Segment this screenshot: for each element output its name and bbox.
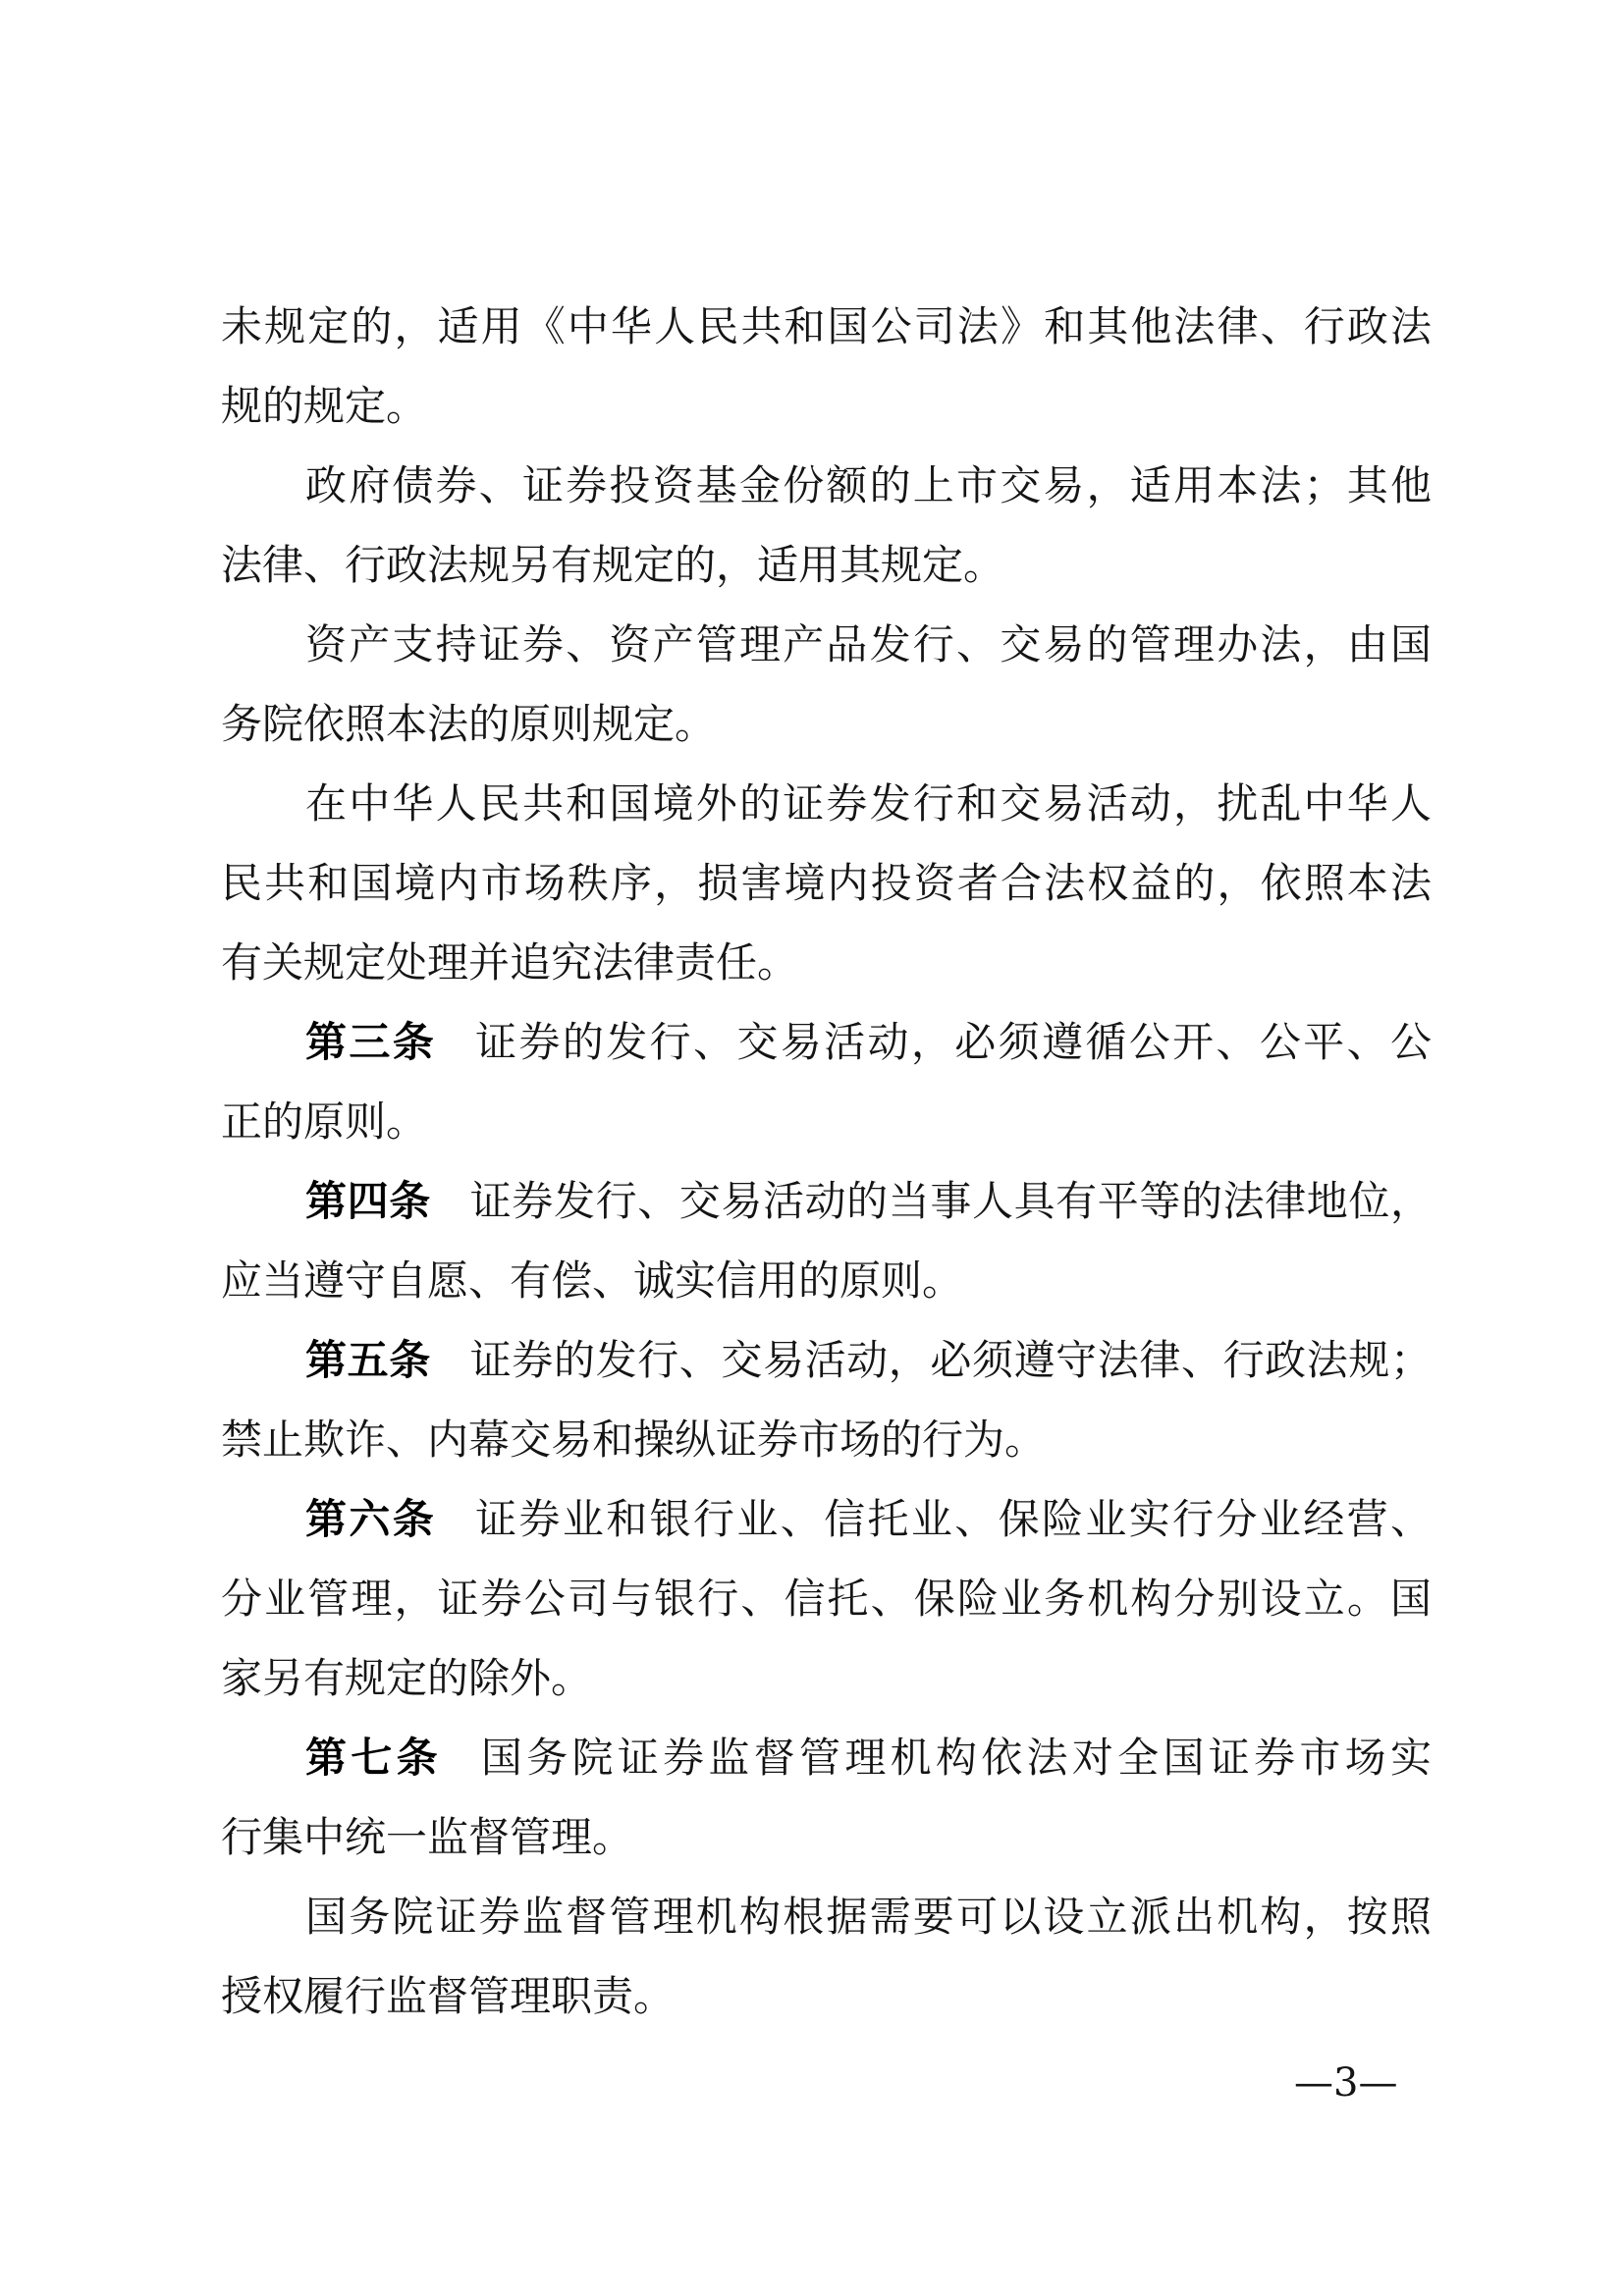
paragraph-line: 在中华人民共和国境外的证券发行和交易活动，扰乱中华人: [305, 779, 1432, 828]
paragraph-line: 规的规定。: [221, 382, 428, 430]
paragraph-line: 分业管理，证券公司与银行、信托、保险业务机构分别设立。国: [221, 1575, 1432, 1623]
paragraph-line: 家另有规定的除外。: [221, 1654, 593, 1702]
article-line: [221, 1320, 1432, 1400]
page-number: —3—: [1294, 2060, 1398, 2106]
paragraph-line: 未规定的，适用《中华人民共和国公司法》和其他法律、行政法: [221, 302, 1432, 350]
paragraph-line: 授权履行监督管理职责。: [221, 1972, 676, 2020]
paragraph-line: 禁止欺诈、内幕交易和操纵证券市场的行为。: [221, 1415, 1047, 1464]
article-paragraph: [221, 1002, 1432, 1161]
article-paragraph: [221, 1161, 1432, 1320]
article-text: 证券发行、交易活动的当事人具有平等的法律地位，: [469, 1177, 1432, 1225]
paragraph: [221, 446, 1432, 605]
article-text: 证券业和银行业、信托业、保险业实行分业经营、: [475, 1495, 1432, 1543]
article-line: [221, 1479, 1432, 1559]
paragraph-line: 务院依照本法的原则规定。: [221, 700, 717, 748]
article-paragraph: [221, 1320, 1432, 1479]
article-line: [221, 1718, 1432, 1797]
article-number: 第六条: [305, 1495, 437, 1543]
article-number: 第五条: [305, 1336, 431, 1384]
paragraph: [221, 764, 1432, 1002]
paragraph: [221, 605, 1432, 764]
paragraph-line: 资产支持证券、资产管理产品发行、交易的管理办法，由国: [305, 620, 1432, 668]
article-text: 证券的发行、交易活动，必须遵循公开、公平、公: [475, 1018, 1432, 1066]
paragraph-line: 法律、行政法规另有规定的，适用其规定。: [221, 541, 1005, 589]
paragraph-line: 有关规定处理并追究法律责任。: [221, 938, 799, 987]
article-paragraph: [221, 1479, 1432, 1718]
paragraph: [221, 287, 1432, 446]
paragraph: [221, 1877, 1432, 2036]
article-paragraph: [221, 1718, 1432, 1877]
article-text: 证券的发行、交易活动，必须遵守法律、行政法规；: [469, 1336, 1432, 1384]
article-line: [221, 1002, 1432, 1082]
paragraph-line: 政府债券、证券投资基金份额的上市交易，适用本法；其他: [305, 461, 1432, 509]
paragraph-line: 正的原则。: [221, 1097, 428, 1146]
article-line: [221, 1161, 1432, 1241]
article-number: 第三条: [305, 1018, 437, 1066]
article-number: 第四条: [305, 1177, 431, 1225]
paragraph-line: 行集中统一监督管理。: [221, 1813, 634, 1861]
paragraph-line: 应当遵守自愿、有偿、诚实信用的原则。: [221, 1256, 964, 1305]
document-body: [221, 287, 1432, 2036]
paragraph-line: 民共和国境内市场秩序，损害境内投资者合法权益的，依照本法: [221, 859, 1432, 907]
article-number: 第七条: [305, 1734, 442, 1782]
paragraph-line: 国务院证券监督管理机构根据需要可以设立派出机构，按照: [305, 1893, 1432, 1941]
article-text: 国务院证券监督管理机构依法对全国证券市场实: [480, 1734, 1432, 1782]
